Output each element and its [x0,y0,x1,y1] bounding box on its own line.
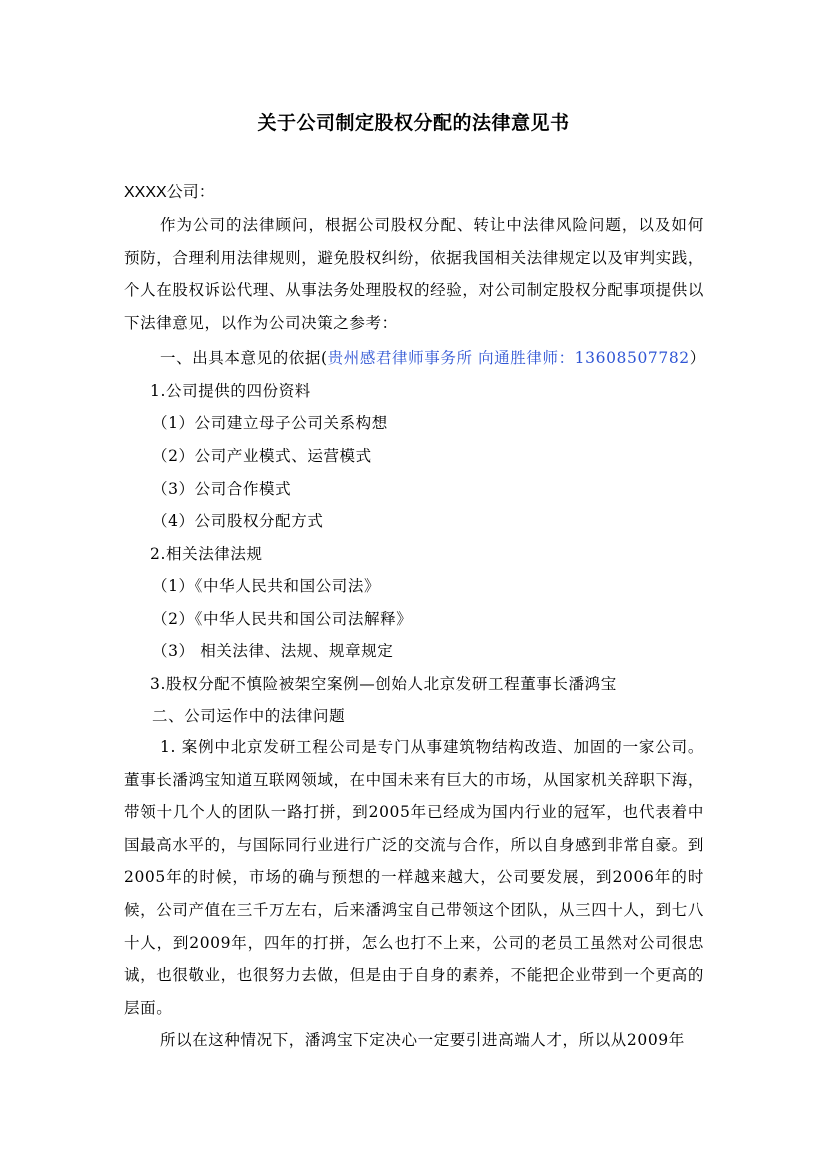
salutation: XXXX公司： [124,184,215,201]
list-item-2: 2.相关法律法规 [150,545,263,563]
section-1-heading-close: ） [689,349,706,367]
section-1-heading [160,346,706,368]
case-paragraph: 1. 案例中北京发研工程公司是专门从事建筑物结构改造、加固的一家公司。董事长潘鸿宝知道互联网领域，在中国未来有巨大的市场，从国家机关辞职下海，带领十几个人的团队一路打拼，到2005年已经成为国内行业的冠军，也代表着中国最高水平的，与国际同行业进行广泛的交流与合作，所以自身感到非常自豪。到2005年的时候，市场的确与预想的一样越来越大，公司要发展，到2006年的时候，公司产值在三千万左右，后来潘鸿宝自己带领这个团队，从三四十人，到七八十人，到2009年，四年的打拼，怎么也打不上来，公司的老员工虽然对公司很忠诚，也很敬业，也很努力去做，但是由于自身的素养，不能把企业带到一个更高的层面。 [124,738,704,1017]
list-subitem: （1）《中华人民共和国公司法》 [152,577,381,595]
section-1-heading-text: 一、出具本意见的依据( [160,349,328,367]
list-subitem: （2）《中华人民共和国公司法解释》 [152,610,413,628]
section-2-heading: 二、公司运作中的法律问题 [152,707,346,725]
list-subitem: （3） 相关法律、法规、规章规定 [152,642,394,660]
list-item-3: 3.股权分配不慎险被架空案例—创始人北京发研工程董事长潘鸿宝 [150,675,617,693]
list-subitem: （4）公司股权分配方式 [152,512,324,530]
document-title: 关于公司制定股权分配的法律意见书 [257,112,570,134]
list-item-1: 1.公司提供的四份资料 [150,382,311,400]
list-subitem: （2）公司产业模式、运营模式 [152,447,372,465]
lawyer-contact: 贵州感君律师事务所 向通胜律师：13608507782 [327,349,690,367]
list-subitem: （1）公司建立母子公司关系构想 [152,414,388,432]
closing-paragraph: 所以在这种情况下，潘鸿宝下定决心一定要引进高端人才，所以从2009年 [160,1031,685,1049]
intro-paragraph: 作为公司的法律顾问，根据公司股权分配、转让中法律风险问题，以及如何预防，合理利用法律规则，避免股权纠纷，依据我国相关法律规定以及审判实践，个人在股权诉讼代理、从事法务处理股权的经验，对公司制定股权分配事项提供以下法律意见，以作为公司决策之参考： [124,216,704,332]
list-subitem: （3）公司合作模式 [152,480,292,498]
